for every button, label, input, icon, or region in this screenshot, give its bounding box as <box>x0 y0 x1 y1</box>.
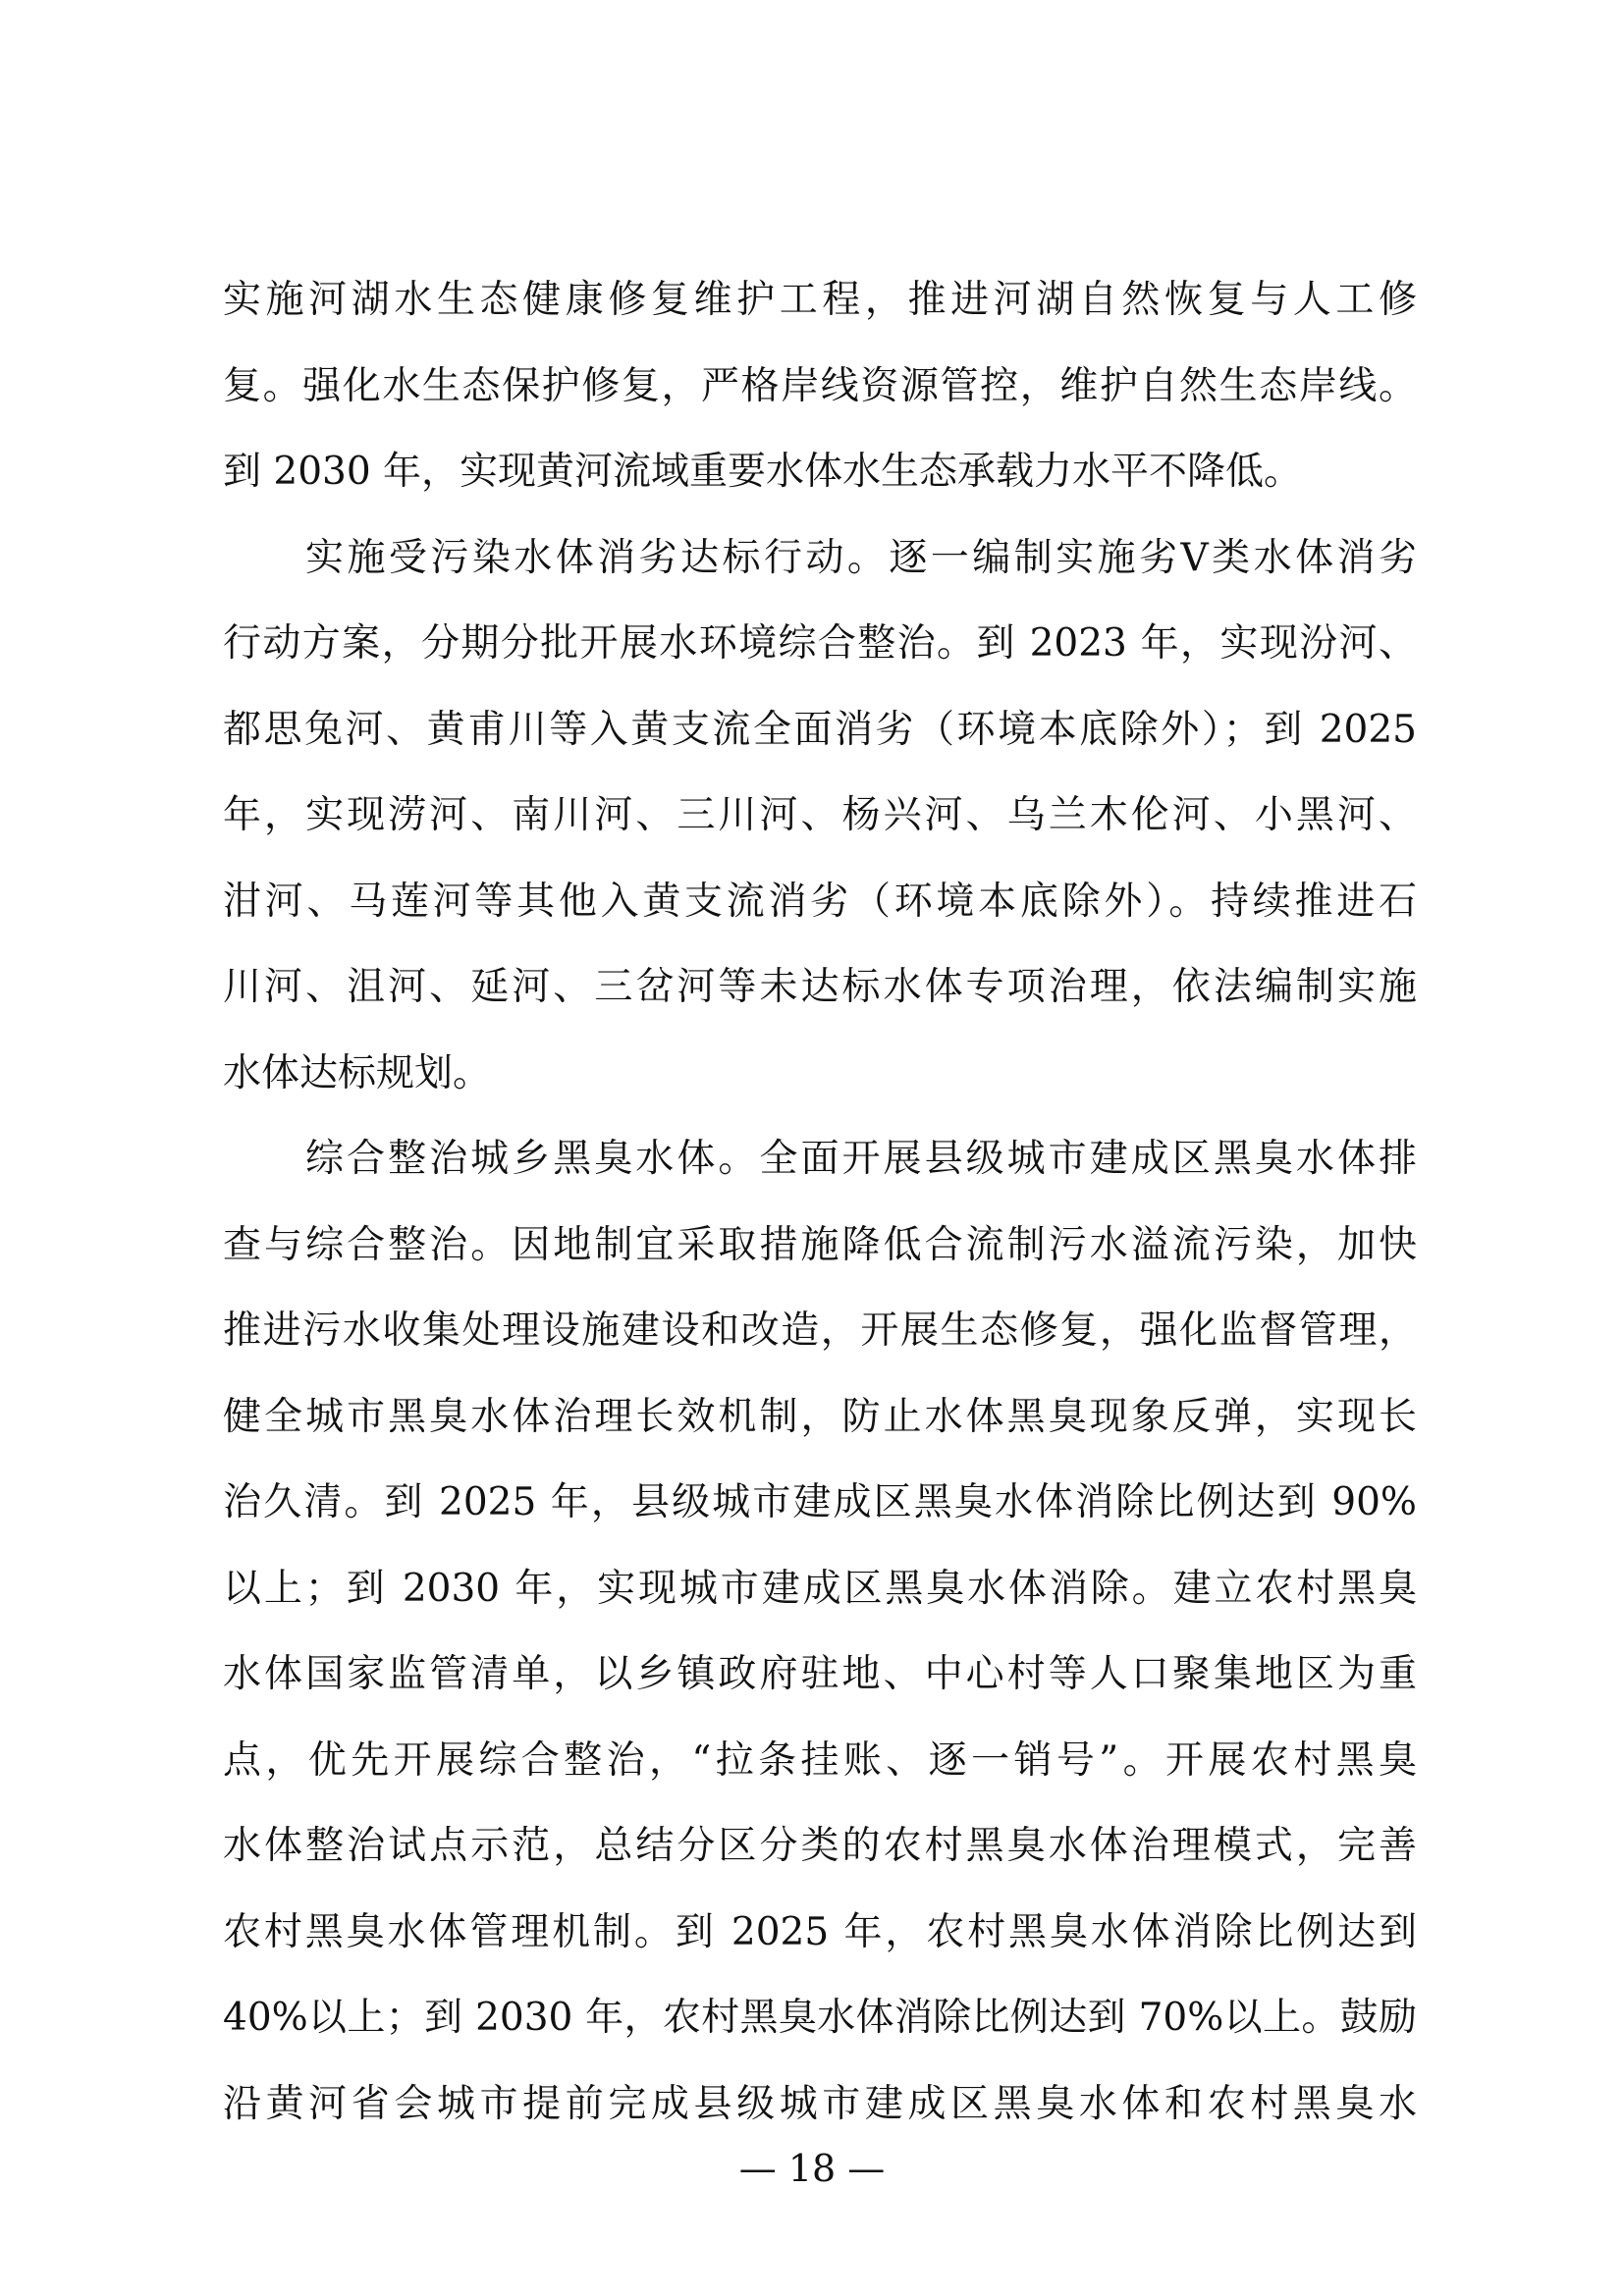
text-line: 复。强化水生态保护修复，严格岸线资源管控，维护自然生态岸线。 <box>223 363 1417 408</box>
text-line: 以上；到 2030 年，实现城市建成区黑臭水体消除。建立农村黑臭 <box>223 1566 1417 1611</box>
paragraph <box>223 515 1417 1117</box>
text-line: 治久清。到 2025 年，县级城市建成区黑臭水体消除比例达到 90% <box>223 1480 1417 1524</box>
text-line: 都思兔河、黄甫川等入黄支流全面消劣（环境本底除外）；到 2025 <box>223 707 1417 752</box>
text-line: 泔河、马莲河等其他入黄支流消劣（环境本底除外）。持续推进石 <box>223 879 1417 924</box>
text-line: 健全城市黑臭水体治理长效机制，防止水体黑臭现象反弹，实现长 <box>223 1394 1417 1439</box>
text-line: 行动方案，分期分批开展水环境综合整治。到 2023 年，实现汾河、 <box>223 621 1417 666</box>
text-line: 川河、沮河、延河、三岔河等未达标水体专项治理，依法编制实施 <box>223 965 1417 1009</box>
text-line: 沿黄河省会城市提前完成县级城市建成区黑臭水体和农村黑臭水 <box>223 2081 1417 2126</box>
text-line: 农村黑臭水体管理机制。到 2025 年，农村黑臭水体消除比例达到 <box>223 1909 1417 1954</box>
text-line: 综合整治城乡黑臭水体。全面开展县级城市建成区黑臭水体排 <box>305 1137 1417 1181</box>
text-line: 水体整治试点示范，总结分区分类的农村黑臭水体治理模式，完善 <box>223 1824 1417 1868</box>
text-line: 实施受污染水体消劣达标行动。逐一编制实施劣Ⅴ类水体消劣 <box>305 535 1417 580</box>
text-line: 年，实现涝河、南川河、三川河、杨兴河、乌兰木伦河、小黑河、 <box>223 793 1417 837</box>
text-line: 到 2030 年，实现黄河流域重要水体水生态承载力水平不降低。 <box>223 450 1303 494</box>
text-line: 推进污水收集处理设施建设和改造，开展生态修复，强化监督管理， <box>223 1308 1417 1353</box>
page-number: — 18 — <box>738 2147 886 2190</box>
text-line: 点，优先开展综合整治，“拉条挂账、逐一销号”。开展农村黑臭 <box>223 1737 1417 1783</box>
paragraph <box>223 257 1417 515</box>
text-line: 实施河湖水生态健康修复维护工程，推进河湖自然恢复与人工修 <box>223 278 1417 322</box>
text-line: 水体达标规划。 <box>223 1050 492 1095</box>
text-line: 40%以上；到 2030 年，农村黑臭水体消除比例达到 70%以上。鼓励 <box>223 1996 1417 2040</box>
text-line: 查与综合整治。因地制宜采取措施降低合流制污水溢流污染，加快 <box>223 1222 1417 1267</box>
body-text <box>223 257 1417 2147</box>
text-line: 水体国家监管清单，以乡镇政府驻地、中心村等人口聚集地区为重 <box>223 1652 1417 1696</box>
paragraph <box>223 1116 1417 2147</box>
